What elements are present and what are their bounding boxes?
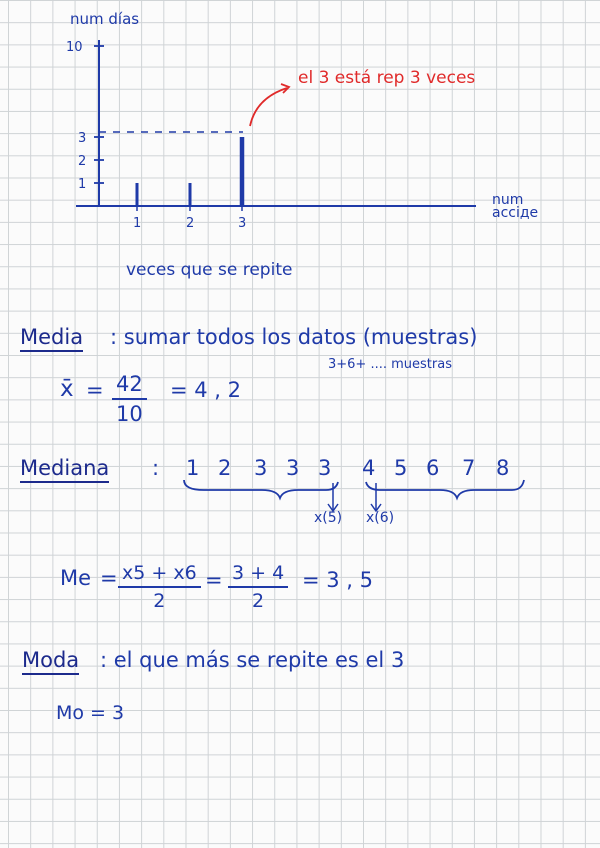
y-axis-label: num días	[70, 10, 140, 28]
moda-definition: : el que más se repite es el 3	[100, 648, 405, 672]
mediana-heading: Mediana	[20, 456, 109, 483]
x-axis-label-line1: num	[492, 192, 524, 208]
chart-caption: veces que se repite	[126, 260, 293, 280]
mediana-value: 2	[218, 456, 232, 480]
me-result: = 3 , 5	[302, 568, 374, 592]
mediana-value: 6	[426, 456, 440, 480]
mediana-value: 1	[186, 456, 200, 480]
me-equals-1: =	[100, 566, 118, 590]
media-result: = 4 , 2	[170, 378, 242, 402]
mediana-value: 3	[318, 456, 332, 480]
x5-label: x(5)	[314, 510, 343, 526]
me-fraction-1-numerator: x5 + x6	[122, 562, 197, 584]
media-numerator: 42	[116, 372, 143, 396]
mediana-value: 5	[394, 456, 408, 480]
mediana-colon: :	[152, 456, 160, 480]
me-fraction-2-numerator: 3 + 4	[232, 562, 285, 584]
moda-heading: Moda	[22, 648, 79, 675]
moda-result: Mo = 3	[56, 702, 125, 724]
mean-symbol: x̄	[60, 376, 74, 402]
mediana-value: 3	[286, 456, 300, 480]
x-tick-label: 3	[238, 216, 247, 231]
bar-3	[240, 137, 245, 206]
media-subnote: 3+6+ .... muestras	[328, 357, 452, 372]
media-heading: Media	[20, 325, 83, 352]
chart-annotation: el 3 está rep 3 veces	[298, 68, 476, 88]
media-equals: =	[86, 378, 104, 402]
y-tick-label: 2	[78, 154, 87, 169]
mediana-value: 3	[254, 456, 268, 480]
me-fraction-1-denominator: 2	[153, 590, 166, 612]
y-tick-label: 10	[66, 40, 83, 55]
left-brace	[184, 480, 338, 498]
me-label: Me	[60, 566, 92, 590]
right-brace	[366, 480, 524, 498]
x-axis-label-line2: acciде	[492, 205, 539, 221]
x6-label: x(6)	[366, 510, 395, 526]
y-tick-label: 1	[78, 177, 87, 192]
mediana-value: 4	[362, 456, 376, 480]
x-tick-label: 1	[133, 216, 142, 231]
me-equals-2: =	[205, 568, 223, 592]
y-tick-label: 3	[78, 131, 87, 146]
media-denominator: 10	[116, 402, 143, 426]
mediana-value: 8	[496, 456, 510, 480]
x-tick-label: 2	[186, 216, 195, 231]
annotation-arrow	[250, 88, 287, 126]
media-fraction	[112, 372, 147, 426]
me-fraction-2-denominator: 2	[252, 590, 265, 612]
me-fraction-1	[118, 562, 201, 612]
me-fraction-2	[228, 562, 288, 612]
mediana-value: 7	[462, 456, 476, 480]
media-definition: : sumar todos los datos (muestras)	[110, 325, 478, 349]
